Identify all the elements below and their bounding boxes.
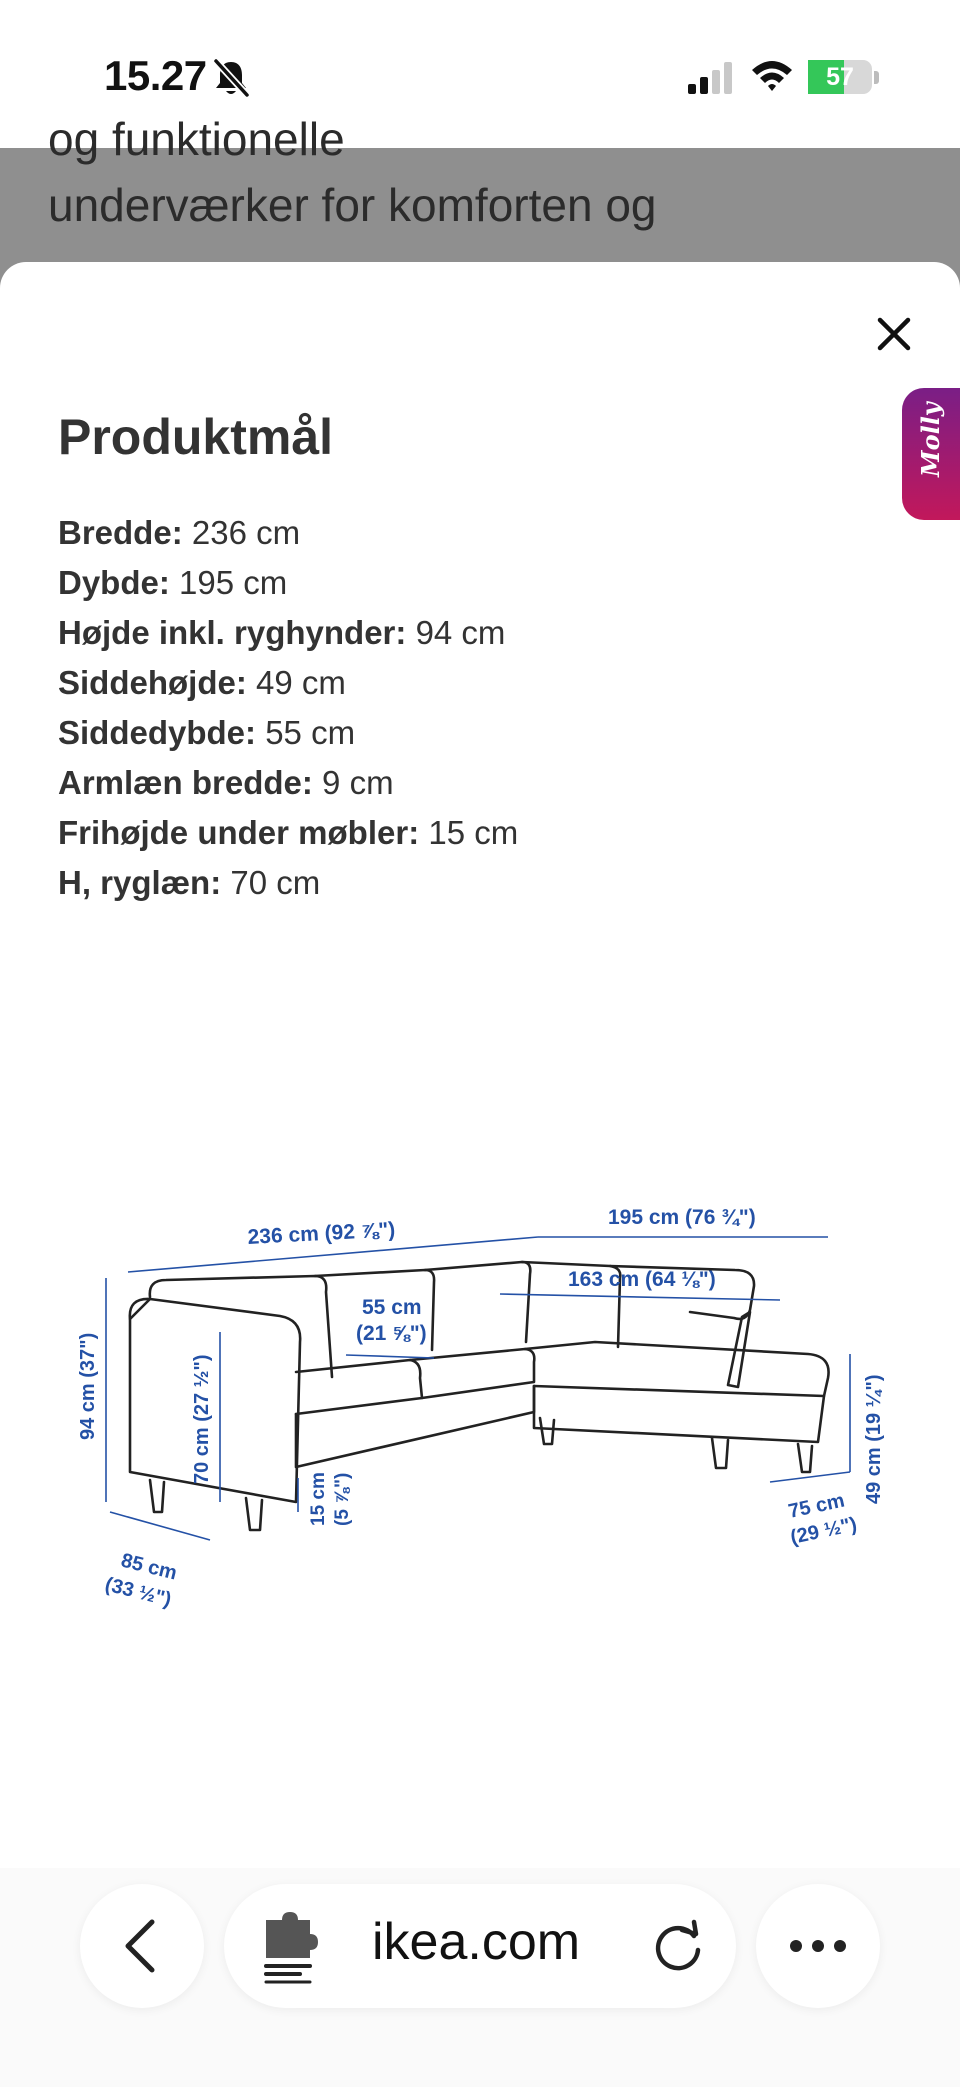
spec-value: 236 cm: [191, 514, 301, 551]
dim-label-clearance-in: (5 ⅞"): [332, 1472, 353, 1526]
spec-label: Armlæn bredde:: [58, 764, 313, 801]
cellular-signal-icon: [688, 62, 734, 94]
address-bar[interactable]: [224, 1884, 736, 2008]
spec-armrest-width: [58, 758, 858, 808]
dim-label-height: 94 cm (37"): [77, 1332, 99, 1440]
reload-icon[interactable]: [654, 1922, 704, 1972]
dim-label-arm-depth: 85 cm: [118, 1549, 180, 1585]
molly-assistant-tab[interactable]: [902, 388, 960, 520]
spec-clearance: [58, 808, 858, 858]
close-icon[interactable]: [872, 312, 916, 356]
sofa-back-corner: [425, 1262, 530, 1342]
sofa-back-left: [150, 1276, 332, 1377]
dim-label-seat-depth: 55 cm: [362, 1296, 422, 1319]
sofa-seat-middle: [410, 1349, 534, 1398]
sofa-seat-chaise: [525, 1342, 829, 1396]
spec-value: 70 cm: [230, 864, 321, 901]
spec-value: 94 cm: [415, 614, 506, 651]
spec-label: H, ryglæn:: [58, 864, 222, 901]
battery-body: [808, 60, 872, 94]
product-dimensions-sheet: [0, 262, 960, 2087]
spec-label: Siddedybde:: [58, 714, 257, 751]
dim-line-seat-depth: [346, 1355, 434, 1358]
background-text: underværker for komforten og: [48, 179, 657, 231]
dim-label-width: 236 cm (92 ⅞"): [247, 1218, 396, 1249]
dim-label-seat-depth-in: (21 ⅝"): [356, 1322, 427, 1345]
spec-value: 195 cm: [179, 564, 288, 601]
spec-value: 9 cm: [322, 764, 394, 801]
back-button[interactable]: [80, 1884, 204, 2008]
dim-label-chaise-width: 75 cm: [786, 1489, 847, 1523]
dim-label-arm-height: 70 cm (27 ½"): [191, 1354, 213, 1484]
battery-cap: [874, 71, 879, 84]
dim-line-arm-depth: [110, 1512, 210, 1540]
sofa-seat-left: [296, 1360, 422, 1414]
background-text-top: og funktionelle: [48, 113, 345, 165]
sofa-leg-4: [712, 1438, 728, 1468]
spec-value: 49 cm: [256, 664, 346, 701]
dim-label-arm-depth-in: (33 ½"): [102, 1573, 174, 1612]
sofa-left-arm-front: [130, 1299, 150, 1319]
dim-label-clearance: 15 cm: [308, 1472, 329, 1526]
spec-height: [58, 608, 858, 658]
wifi-icon: [750, 58, 794, 94]
extension-icon: [260, 1910, 320, 1982]
sofa-leg-3: [540, 1418, 554, 1444]
spec-depth: [58, 558, 858, 608]
url-text: ikea.com: [372, 1913, 581, 1971]
browser-toolbar: [0, 1868, 960, 2087]
battery-indicator: [808, 60, 878, 96]
bell-muted-icon: [212, 58, 250, 98]
battery-percent: 57: [826, 63, 854, 91]
spec-value: 55 cm: [265, 714, 356, 751]
spec-label: Bredde:: [58, 514, 183, 551]
more-button[interactable]: [756, 1884, 880, 2008]
chevron-left-icon: [118, 1918, 166, 1974]
dim-line-chaise: [500, 1294, 780, 1300]
spec-seat-depth: [58, 708, 858, 758]
spec-label: Dybde:: [58, 564, 170, 601]
spec-value: 15 cm: [428, 814, 519, 851]
spec-width: [58, 508, 858, 558]
dimension-list: [58, 508, 858, 908]
spec-seat-height: [58, 658, 858, 708]
more-icon: [786, 1936, 850, 1956]
sofa-leg-2: [246, 1498, 262, 1530]
sofa-leg-5: [798, 1444, 812, 1472]
dim-label-chaise: 163 cm (64 ⅛"): [568, 1268, 716, 1291]
status-time: 15.27: [104, 52, 207, 99]
spec-label: Frihøjde under møbler:: [58, 814, 420, 851]
dim-line-chaise-width: [770, 1472, 850, 1482]
dim-label-seat-height: 49 cm (19 ¼"): [863, 1374, 885, 1504]
background-page: [0, 113, 960, 264]
page-title: Produktmål: [58, 409, 334, 465]
spec-backrest-height: [58, 858, 858, 908]
dim-label-depth: 195 cm (76 ¾"): [608, 1206, 756, 1229]
spec-label: Siddehøjde:: [58, 664, 247, 701]
sofa-left-arm: [130, 1299, 300, 1502]
molly-label: Molly: [916, 402, 945, 477]
sofa-dimension-diagram: [70, 1182, 900, 1842]
dim-label-chaise-width-in: (29 ½"): [788, 1513, 859, 1549]
sofa-leg-1: [150, 1480, 164, 1512]
spec-label: Højde inkl. ryghynder:: [58, 614, 407, 651]
